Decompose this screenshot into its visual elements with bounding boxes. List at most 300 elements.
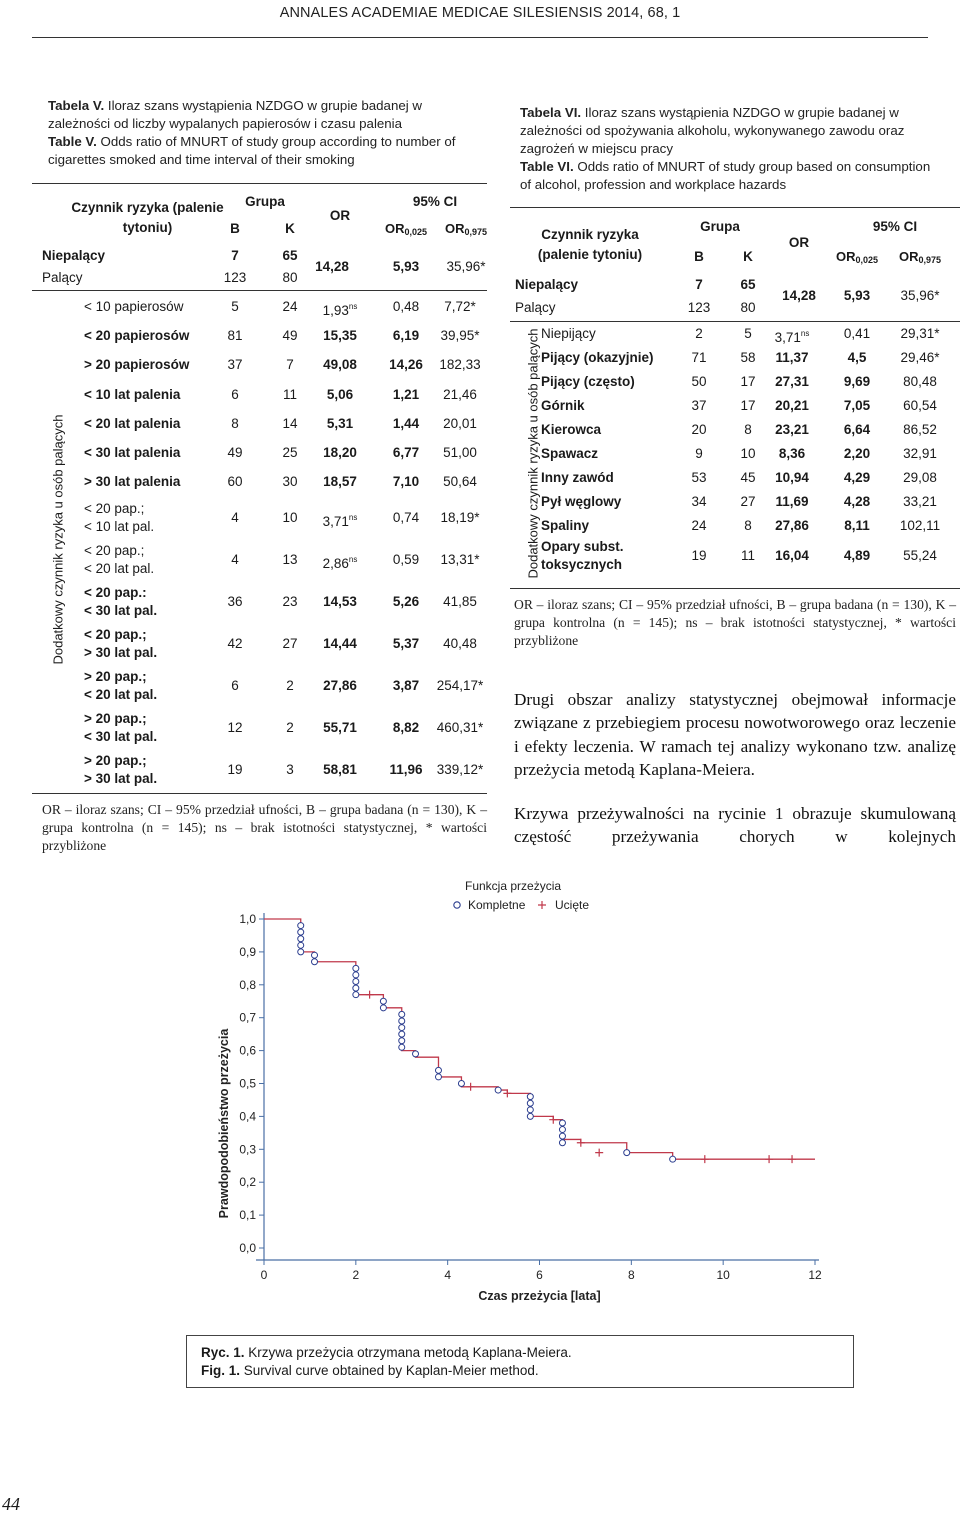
cell-b xyxy=(220,327,250,345)
cell-ci-low-text: 1,21 xyxy=(392,386,420,402)
cell-or-text: 14,53 xyxy=(323,594,357,610)
cell-or-text: 23,21 xyxy=(775,422,809,437)
row-label-line1: < 10 papierosów xyxy=(84,298,184,314)
row-label-line1: > 20 pap.; xyxy=(84,753,147,769)
cell-ci-low xyxy=(825,349,889,367)
row-label-line1: < 20 pap.: xyxy=(84,585,147,601)
row-label-line1: > 20 papierosów xyxy=(84,357,190,373)
cell-ci-low-text: 1,44 xyxy=(392,415,420,431)
cell-k-text: 10 xyxy=(282,510,298,526)
cell-k xyxy=(275,761,305,779)
figure-caption-pl-label: Ryc. 1. xyxy=(201,1345,245,1360)
complete-event-point xyxy=(527,1100,533,1106)
cell-ci-low xyxy=(825,325,889,343)
cell-ci-high xyxy=(882,349,958,367)
cell-b xyxy=(684,469,714,487)
row-label xyxy=(541,445,681,463)
cell-ci-high xyxy=(422,509,498,527)
cell-b xyxy=(220,593,250,611)
row-label-line2: < 20 lat pal. xyxy=(84,561,155,577)
cell-ci-low xyxy=(825,397,889,415)
table5-base-ci-low: 5,93 xyxy=(392,259,420,274)
cell-k xyxy=(733,373,763,391)
cell-b-text: 49 xyxy=(227,445,243,461)
cell-ci-high-text: 39,95* xyxy=(440,327,480,343)
cell-or-text: 14,44 xyxy=(323,636,357,652)
table6-smoker-k: 80 xyxy=(740,300,756,315)
row-label xyxy=(84,542,224,578)
row-label-line2: > 30 lat pal. xyxy=(84,771,158,787)
cell-b-text: 8 xyxy=(231,415,239,431)
survival-chart-svg xyxy=(205,872,850,1324)
cell-or xyxy=(764,493,820,511)
row-label xyxy=(84,752,224,788)
row-label-line1: Kierowca xyxy=(541,422,602,437)
table6-smoker-b: 123 xyxy=(687,300,711,315)
cell-b xyxy=(684,325,714,343)
table6-k-header: K xyxy=(743,249,753,264)
figure-caption-en-label: Fig. 1. xyxy=(201,1363,241,1378)
table5-caption-en-label: Table V. xyxy=(48,134,97,149)
cell-or-text: 10,94 xyxy=(775,470,809,485)
table6-or-low-header: $OR_{0,025}$ xyxy=(835,249,879,265)
cell-b xyxy=(684,445,714,463)
cell-b xyxy=(220,298,250,316)
cell-or xyxy=(312,386,368,404)
row-label xyxy=(84,626,224,662)
table6-smoker-label: Palący xyxy=(515,300,556,315)
complete-event-point xyxy=(559,1127,565,1133)
row-label-line1: > 30 lat palenia xyxy=(84,474,181,490)
cell-or xyxy=(312,509,368,531)
cell-b xyxy=(684,421,714,439)
complete-event-point xyxy=(435,1074,441,1080)
body-paragraph-2: Krzywa przeżywalności na rycinie 1 obrazuje skumulowaną częstość przeżywania chorych w kolejnych xyxy=(514,804,956,847)
x-tick-label: 4 xyxy=(444,1268,452,1282)
cell-ci-high xyxy=(422,473,498,491)
cell-ci-low xyxy=(825,493,889,511)
cell-k xyxy=(275,356,305,374)
cell-ci-low-text: 14,26 xyxy=(389,357,423,373)
table6-caption-en-label: Table VI. xyxy=(520,159,574,174)
row-label-line2: < 30 lat pal. xyxy=(84,729,158,745)
cell-k-text: 27 xyxy=(740,494,756,509)
table6-ci-header: 95% CI xyxy=(872,219,918,234)
chart-title: Funkcja przeżycia xyxy=(465,879,562,893)
cell-b-text: 4 xyxy=(231,510,239,526)
cell-ci-low-text: 7,05 xyxy=(843,398,871,413)
cell-k xyxy=(733,493,763,511)
complete-event-point xyxy=(413,1051,419,1057)
complete-event-point xyxy=(353,992,359,998)
figure-caption xyxy=(186,1335,854,1388)
row-label-line1: Pył węglowy xyxy=(541,494,622,509)
row-label-line2: toksycznych xyxy=(541,557,623,572)
table6-base-ci-high: 35,96* xyxy=(900,288,940,303)
cell-or-text: 3,71 xyxy=(774,330,801,345)
cell-ci-high xyxy=(882,469,958,487)
cell-k-text: 58 xyxy=(740,350,756,365)
cell-ci-high xyxy=(882,325,958,343)
table5-smoker-label: Palący xyxy=(42,270,83,285)
cell-or-text: 18,57 xyxy=(323,474,357,490)
cell-k-text: 8 xyxy=(744,518,752,533)
row-label xyxy=(84,298,224,316)
cell-ci-low xyxy=(825,373,889,391)
cell-ci-high-text: 32,91 xyxy=(903,446,937,461)
table5-side-label: Dodatkowy czynnik ryzyka u osób palących xyxy=(50,414,66,665)
row-label xyxy=(541,493,681,511)
table5-caption-en: Odds ratio of MNURT of study group according to number of cigarettes smoked and time interval of their smoking xyxy=(48,134,456,167)
complete-event-point xyxy=(353,965,359,971)
cell-ci-high xyxy=(882,421,958,439)
cell-ci-high-text: 460,31* xyxy=(436,720,484,736)
cell-ci-high-text: 29,08 xyxy=(903,470,937,485)
cell-k xyxy=(275,593,305,611)
table-row xyxy=(541,538,956,574)
cell-ci-high xyxy=(422,761,498,779)
cell-b xyxy=(220,473,250,491)
cell-or xyxy=(312,593,368,611)
cell-ci-high xyxy=(422,719,498,737)
legend-censored-marker xyxy=(538,901,546,909)
cell-ci-high-text: 20,01 xyxy=(443,415,477,431)
cell-ci-high xyxy=(422,298,498,316)
table-row xyxy=(84,581,494,623)
complete-event-point xyxy=(380,1005,386,1011)
table5-b-header: B xyxy=(230,221,240,236)
complete-event-point xyxy=(559,1133,565,1139)
table-row xyxy=(84,749,494,791)
x-tick-label: 10 xyxy=(716,1268,730,1282)
complete-event-point xyxy=(399,1031,405,1037)
cell-ci-high xyxy=(882,517,958,535)
censored-event-point xyxy=(366,991,374,999)
row-label-line1: Spawacz xyxy=(541,446,599,461)
y-tick-label: 0,1 xyxy=(239,1208,256,1223)
cell-k-text: 8 xyxy=(744,422,752,437)
complete-event-point xyxy=(298,929,304,935)
cell-ci-high xyxy=(422,356,498,374)
y-axis-title: Prawdopodobieństwo przeżycia xyxy=(217,1028,231,1219)
cell-k-text: 24 xyxy=(282,298,298,314)
cell-k-text: 17 xyxy=(740,398,756,413)
table5-or-header: OR xyxy=(329,208,351,223)
table6-nonsmoker-b: 7 xyxy=(695,277,703,292)
cell-ci-low-text: 7,10 xyxy=(392,474,420,490)
row-label-line2: < 20 lat pal. xyxy=(84,687,158,703)
cell-b-text: 37 xyxy=(691,398,707,413)
cell-or-text: 55,71 xyxy=(323,720,357,736)
cell-ci-high-text: 13,31* xyxy=(440,552,480,568)
table5-factor-header: Czynnik ryzyka (palenie tytoniu) xyxy=(71,200,224,235)
cell-ci-high-text: 33,21 xyxy=(903,494,937,509)
table5-caption-pl: Iloraz szans wystąpienia NZDGO w grupie badanej w zależności od liczby wypalanych papierosów i czasu palenia xyxy=(48,98,422,131)
y-tick-label: 0,0 xyxy=(239,1241,256,1255)
ns-marker: ns xyxy=(348,513,358,523)
complete-event-point xyxy=(298,936,304,942)
cell-k xyxy=(275,444,305,462)
cell-ci-low-text: 11,96 xyxy=(389,762,423,778)
complete-event-point xyxy=(399,1044,405,1050)
cell-b-text: 81 xyxy=(227,327,243,343)
cell-ci-low-text: 0,41 xyxy=(843,326,871,341)
cell-b-text: 53 xyxy=(691,470,707,485)
cell-or xyxy=(764,469,820,487)
cell-k-text: 30 xyxy=(282,474,298,490)
censored-event-point xyxy=(467,1083,475,1091)
row-label xyxy=(541,517,681,535)
table5-caption xyxy=(48,97,456,169)
cell-or xyxy=(312,551,368,573)
cell-b xyxy=(684,547,714,565)
cell-k-text: 23 xyxy=(282,594,298,610)
complete-event-point xyxy=(458,1081,464,1087)
cell-ci-low-text: 0,48 xyxy=(392,298,420,314)
cell-or xyxy=(312,719,368,737)
ns-marker: ns xyxy=(348,301,358,311)
row-label xyxy=(84,584,224,620)
figure-caption-en: Survival curve obtained by Kaplan-Meier method. xyxy=(243,1363,539,1378)
cell-k xyxy=(275,677,305,695)
table6-base-or: 14,28 xyxy=(782,288,816,303)
cell-k-text: 17 xyxy=(740,374,756,389)
complete-event-point xyxy=(495,1087,501,1093)
ns-marker: ns xyxy=(348,555,358,565)
cell-k xyxy=(275,327,305,345)
y-tick-label: 0,5 xyxy=(239,1076,256,1091)
cell-b-text: 9 xyxy=(695,446,703,461)
cell-b-text: 19 xyxy=(691,548,707,563)
complete-event-point xyxy=(298,942,304,948)
cell-or xyxy=(764,517,820,535)
figure-caption-pl: Krzywa przeżycia otrzymana metodą Kaplana-Meiera. xyxy=(248,1345,572,1360)
cell-or-text: 3,71 xyxy=(322,514,349,530)
table5-rule-top xyxy=(32,183,487,184)
cell-ci-high xyxy=(422,635,498,653)
row-label xyxy=(84,668,224,704)
row-label-line1: > 20 pap.; xyxy=(84,669,147,685)
table-row xyxy=(541,466,956,490)
row-label xyxy=(541,349,681,367)
row-label-line1: Pijący (często) xyxy=(541,374,635,389)
cell-or xyxy=(312,761,368,779)
cell-ci-high xyxy=(882,397,958,415)
cell-or-text: 11,69 xyxy=(775,494,809,509)
table6-b-header: B xyxy=(694,249,704,264)
cell-k-text: 45 xyxy=(740,470,756,485)
cell-b xyxy=(684,493,714,511)
table-row xyxy=(84,439,494,468)
table6-side-label: Dodatkowy czynnik ryzyka u osób palących xyxy=(525,328,541,579)
complete-event-point xyxy=(353,985,359,991)
cell-ci-high-text: 182,33 xyxy=(439,357,481,373)
cell-k-text: 7 xyxy=(286,357,294,373)
cell-k xyxy=(733,325,763,343)
cell-ci-high-text: 29,46* xyxy=(900,350,940,365)
cell-or xyxy=(764,397,820,415)
table6-group-header: Grupa xyxy=(700,219,740,234)
cell-ci-high xyxy=(422,327,498,345)
cell-ci-low-text: 8,11 xyxy=(844,518,870,533)
cell-k-text: 25 xyxy=(282,445,298,461)
cell-or-text: 20,21 xyxy=(775,398,809,413)
complete-event-point xyxy=(399,1018,405,1024)
table-row xyxy=(84,380,494,409)
table6-factor-header: Czynnik ryzyka (palenie tytoniu) xyxy=(537,227,643,262)
cell-ci-high-text: 254,17* xyxy=(436,678,484,694)
table-row xyxy=(541,322,956,346)
cell-b-text: 60 xyxy=(227,474,243,490)
cell-b xyxy=(684,517,714,535)
cell-k-text: 11 xyxy=(282,386,297,402)
cell-b-text: 12 xyxy=(227,720,243,736)
complete-event-point xyxy=(312,959,318,965)
cell-ci-low-text: 4,5 xyxy=(847,350,867,365)
cell-k xyxy=(733,421,763,439)
cell-or-text: 1,93 xyxy=(322,302,349,318)
table6-nonsmoker-k: 65 xyxy=(740,277,756,292)
survival-chart xyxy=(205,872,850,1324)
cell-k xyxy=(275,386,305,404)
cell-ci-high xyxy=(422,677,498,695)
table6-rule-bottom xyxy=(510,588,960,589)
cell-b-text: 2 xyxy=(695,326,703,341)
cell-ci-low-text: 3,87 xyxy=(392,678,420,694)
row-label-line2: > 30 lat pal. xyxy=(84,645,158,661)
table-row xyxy=(541,490,956,514)
cell-b xyxy=(220,444,250,462)
row-label-line1: Inny zawód xyxy=(541,470,614,485)
table6-rule-top xyxy=(510,207,960,208)
cell-or-text: 2,86 xyxy=(322,556,349,572)
row-label xyxy=(84,710,224,746)
cell-ci-low-text: 4,28 xyxy=(843,494,871,509)
cell-ci-high xyxy=(422,386,498,404)
cell-k xyxy=(275,415,305,433)
row-label-line1: < 20 lat palenia xyxy=(84,415,181,431)
cell-or-text: 8,36 xyxy=(778,446,806,461)
cell-or xyxy=(312,677,368,695)
cell-k xyxy=(733,547,763,565)
table5-nonsmoker-b: 7 xyxy=(231,248,239,263)
cell-k-text: 2 xyxy=(286,720,294,736)
cell-or-text: 27,31 xyxy=(775,374,809,389)
cell-k xyxy=(733,349,763,367)
cell-or xyxy=(312,473,368,491)
x-tick-label: 2 xyxy=(352,1268,360,1282)
cell-or-text: 49,08 xyxy=(323,357,357,373)
row-label-line1: < 20 pap.; xyxy=(84,501,145,517)
cell-b-text: 71 xyxy=(691,350,707,365)
censored-event-point xyxy=(788,1155,796,1163)
cell-b xyxy=(684,397,714,415)
y-tick-label: 0,3 xyxy=(239,1142,256,1157)
complete-event-point xyxy=(527,1107,533,1113)
table-row xyxy=(84,497,494,539)
row-label xyxy=(541,373,681,391)
x-tick-label: 6 xyxy=(536,1268,543,1282)
table6-or-header: OR xyxy=(788,235,810,250)
survival-curve xyxy=(264,919,815,1159)
table5-ci-header: 95% CI xyxy=(412,194,458,209)
complete-event-point xyxy=(559,1120,565,1126)
cell-b xyxy=(220,761,250,779)
table-row xyxy=(84,707,494,749)
cell-b xyxy=(220,356,250,374)
row-label-line2: < 30 lat pal. xyxy=(84,603,158,619)
cell-b xyxy=(220,386,250,404)
complete-event-point xyxy=(527,1094,533,1100)
table5-note: OR – iloraz szans; CI – 95% przedział ufności, B – grupa badana (n = 130), K – grupa kontrolna (n = 145); ns – brak istotności statystycznej, * wartości przybliżone xyxy=(42,802,487,853)
table6-base-ci-low: 5,93 xyxy=(843,288,871,303)
cell-ci-low-text: 4,89 xyxy=(843,548,871,563)
cell-ci-high-text: 50,64 xyxy=(443,474,477,490)
table6-caption-pl-label: Tabela VI. xyxy=(520,105,582,120)
cell-k-text: 49 xyxy=(282,327,298,343)
cell-ci-high-text: 55,24 xyxy=(903,548,937,563)
complete-event-point xyxy=(353,972,359,978)
table6-note: OR – iloraz szans; CI – 95% przedział ufności, B – grupa badana (n = 130), K – grupa kontrolna (n = 145); ns – brak istotności statystycznej, * wartości przybliżone xyxy=(514,597,956,648)
cell-b-text: 24 xyxy=(691,518,707,533)
cell-b-text: 6 xyxy=(231,386,239,402)
complete-event-point xyxy=(298,923,304,929)
y-tick-label: 0,9 xyxy=(239,944,256,959)
cell-k-text: 5 xyxy=(744,326,752,341)
cell-k-text: 27 xyxy=(282,636,298,652)
cell-or xyxy=(312,635,368,653)
cell-b xyxy=(684,373,714,391)
complete-event-point xyxy=(527,1113,533,1119)
cell-ci-high-text: 21,46 xyxy=(443,386,477,402)
table5-smoker-b: 123 xyxy=(223,270,247,285)
table5-nonsmoker-label: Niepalący xyxy=(42,248,106,263)
cell-b-text: 20 xyxy=(691,422,707,437)
y-tick-label: 0,2 xyxy=(239,1175,256,1190)
cell-ci-low-text: 9,69 xyxy=(843,374,871,389)
row-label-line1: < 30 lat palenia xyxy=(84,445,181,461)
censored-event-point xyxy=(701,1155,709,1163)
cell-ci-high xyxy=(882,547,958,565)
table5-k-header: K xyxy=(285,221,295,236)
table-row xyxy=(84,321,494,350)
cell-ci-low-text: 6,64 xyxy=(843,422,871,437)
cell-or-text: 18,20 xyxy=(323,445,357,461)
cell-b xyxy=(220,635,250,653)
cell-k xyxy=(733,517,763,535)
cell-ci-high-text: 18,19* xyxy=(440,510,480,526)
cell-ci-high-text: 41,85 xyxy=(443,594,477,610)
table-row xyxy=(84,351,494,380)
cell-ci-high xyxy=(422,551,498,569)
cell-b-text: 34 xyxy=(691,494,707,509)
cell-b-text: 5 xyxy=(231,298,239,314)
complete-event-point xyxy=(380,998,386,1004)
row-label xyxy=(84,356,224,374)
page-number: 44 xyxy=(2,1494,20,1514)
complete-event-point xyxy=(670,1156,676,1162)
cell-k xyxy=(275,719,305,737)
cell-b-text: 37 xyxy=(227,357,243,373)
row-label-line1: Spaliny xyxy=(541,518,590,533)
row-label xyxy=(84,415,224,433)
cell-ci-low-text: 0,74 xyxy=(392,510,420,526)
cell-k xyxy=(275,473,305,491)
row-label-line1: Niepijący xyxy=(541,326,596,341)
table-row xyxy=(84,539,494,581)
cell-k-text: 11 xyxy=(740,548,755,563)
cell-k xyxy=(733,397,763,415)
